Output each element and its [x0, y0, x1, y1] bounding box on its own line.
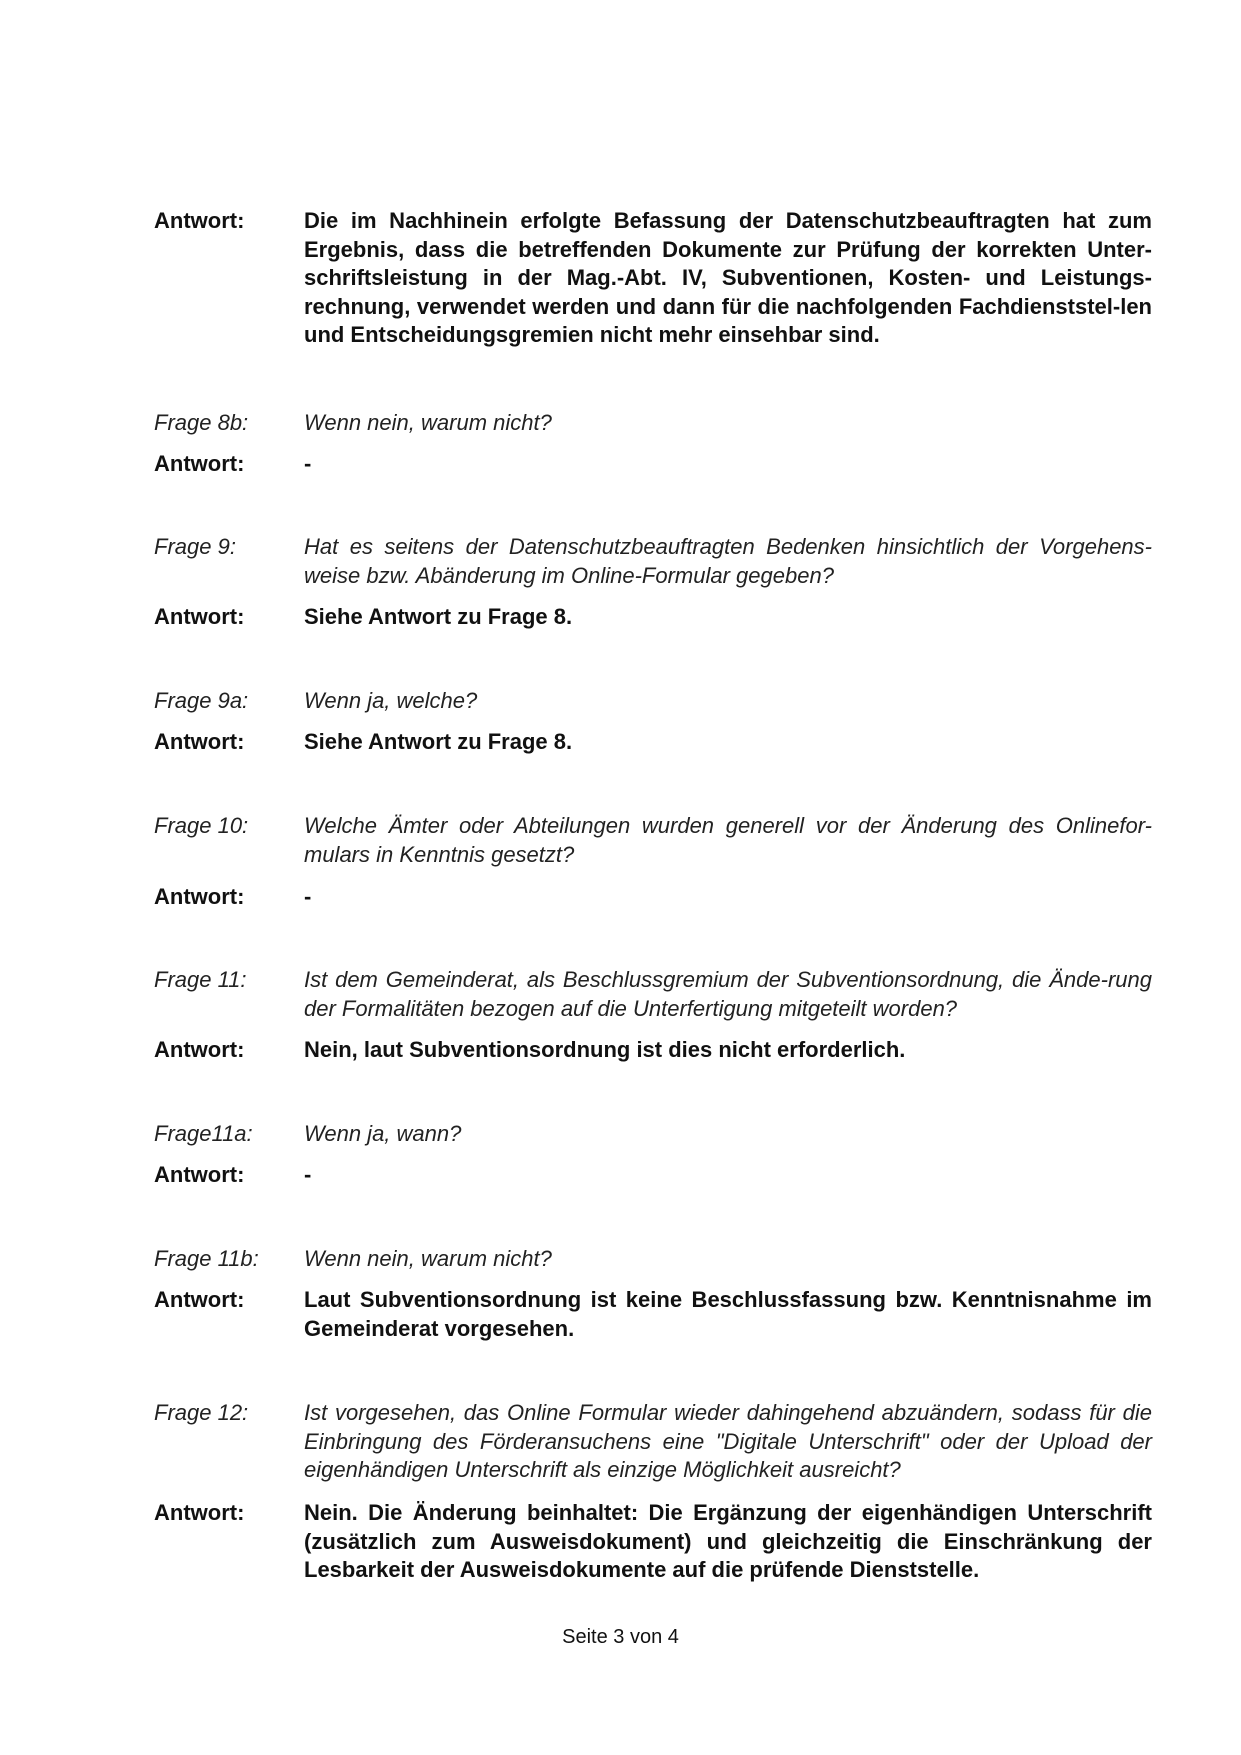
- question-text: Wenn nein, warum nicht?: [304, 410, 552, 435]
- answer-text: -: [304, 884, 312, 909]
- page-number: Seite 3 von 4: [562, 1626, 679, 1648]
- answer-text: -: [304, 451, 312, 476]
- answer-label: Antwort:: [154, 1500, 245, 1525]
- question-row: [154, 1399, 1152, 1485]
- answer-text: Nein, laut Subventionsordnung ist dies nicht erforderlich.: [304, 1037, 906, 1062]
- answer-label: Antwort:: [154, 604, 245, 629]
- answer-text: Siehe Antwort zu Frage 8.: [304, 729, 573, 754]
- answer-text: Siehe Antwort zu Frage 8.: [304, 604, 573, 629]
- question-label: Frage 9:: [154, 534, 236, 559]
- question-row: [154, 1245, 1152, 1274]
- answer-label: Antwort:: [154, 884, 245, 909]
- question-text: Welche Ämter oder Abteilungen wurden generell vor der Änderung des Onlinefor-mulars in Kenntnis gesetzt?: [304, 813, 1152, 867]
- answer-label: Antwort:: [154, 208, 245, 233]
- question-text: Wenn ja, welche?: [304, 688, 478, 713]
- answer-text: Nein. Die Änderung beinhaltet: Die Ergänzung der eigenhändigen Unterschrift (zusätzlich zum Ausweisdokument) und gleichzeitig die Einschränkung der Lesbarkeit der Ausweisdokumente auf die prüfende Dienststelle.: [304, 1500, 1152, 1583]
- question-text: Wenn nein, warum nicht?: [304, 1246, 552, 1271]
- answer-label: Antwort:: [154, 451, 245, 476]
- answer-label: Antwort:: [154, 1287, 245, 1312]
- answer-text: Die im Nachhinein erfolgte Befassung der Datenschutzbeauftragten hat zum Ergebnis, dass die betreffenden Dokumente zur Prüfung der korrekten Unter-schriftsleistung in der Mag.-Abt. IV, Subventionen, Kosten- und Leistungs-rechnung, verwendet werden und dann für die nachfolgenden Fachdienststel-len und Entscheidungsgremien nicht mehr einsehbar sind.: [304, 208, 1152, 348]
- question-label: Frage 12:: [154, 1400, 249, 1425]
- answer-row: [154, 1036, 1152, 1065]
- question-label: Frage 11b:: [154, 1246, 259, 1271]
- answer-text: Laut Subventionsordnung ist keine Beschlussfassung bzw. Kenntnisnahme im Gemeinderat vorgesehen.: [304, 1287, 1152, 1341]
- question-label: Frage 8b:: [154, 410, 249, 435]
- question-label: Frage 9a:: [154, 688, 249, 713]
- question-text: Hat es seitens der Datenschutzbeauftragten Bedenken hinsichtlich der Vorgehens-weise bzw. Abänderung im Online-Formular gegeben?: [304, 534, 1152, 588]
- question-row: [154, 533, 1152, 590]
- answer-row: [154, 883, 1152, 912]
- question-label: Frage 10:: [154, 813, 249, 838]
- answer-text: -: [304, 1162, 312, 1187]
- question-row: [154, 409, 1152, 438]
- question-row: [154, 966, 1152, 1023]
- question-row: [154, 812, 1152, 869]
- answer-label: Antwort:: [154, 729, 245, 754]
- answer-row: [154, 1161, 1152, 1190]
- answer-row: [154, 728, 1152, 757]
- question-label: Frage11a:: [154, 1121, 253, 1146]
- answer-row: [154, 603, 1152, 632]
- answer-row: [154, 207, 1152, 350]
- answer-row: [154, 450, 1152, 479]
- question-text: Ist dem Gemeinderat, als Beschlussgremium der Subventionsordnung, die Ände-rung der Formalitäten bezogen auf die Unterfertigung mitgeteilt worden?: [304, 967, 1152, 1021]
- question-row: [154, 687, 1152, 716]
- answer-row: [154, 1499, 1152, 1585]
- question-row: [154, 1120, 1152, 1149]
- question-label: Frage 11:: [154, 967, 247, 992]
- answer-label: Antwort:: [154, 1162, 245, 1187]
- answer-label: Antwort:: [154, 1037, 245, 1062]
- question-text: Ist vorgesehen, das Online Formular wieder dahingehend abzuändern, sodass für die Einbringung des Förderansuchens eine "Digitale Unterschrift" oder der Upload der eigenhändigen Unterschrift als einzige Möglichkeit ausreicht?: [304, 1400, 1152, 1483]
- question-text: Wenn ja, wann?: [304, 1121, 462, 1146]
- answer-row: [154, 1286, 1152, 1343]
